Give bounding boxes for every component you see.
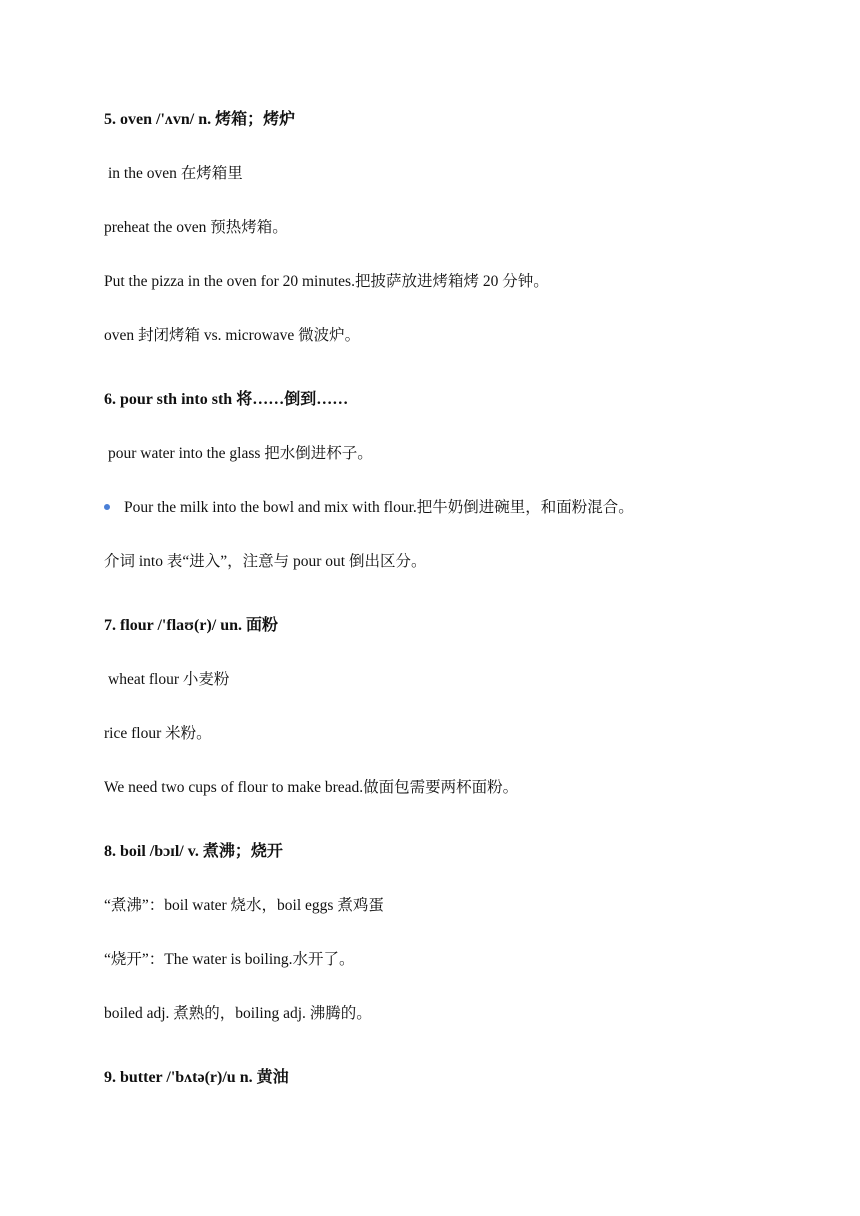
phrase-line: rice flour 米粉。 [104, 725, 212, 742]
bullet-icon [104, 504, 110, 510]
example-sentence: We need two cups of flour to make bread.做面包需要两杯面粉。 [104, 779, 519, 796]
phrase-line: “煮沸”：boil water 烧水，boil eggs 煮鸡蛋 [104, 897, 384, 914]
example-sentence: Pour the milk into the bowl and mix with flour.把牛奶倒进碗里，和面粉混合。 [124, 499, 634, 516]
bullet-list-item [104, 498, 634, 518]
example-sentence: “烧开”：The water is boiling.水开了。 [104, 951, 355, 968]
note-line: oven 封闭烤箱 vs. microwave 微波炉。 [104, 327, 361, 344]
note-line: 介词 into 表“进入”，注意与 pour out 倒出区分。 [104, 553, 427, 570]
section-heading-boil: 8. boil /bɔɪl/ v. 煮沸；烧开 [104, 843, 283, 860]
phrase-line: wheat flour 小麦粉 [108, 671, 230, 688]
section-heading-butter: 9. butter /'bʌtə(r)/u n. 黄油 [104, 1069, 289, 1086]
section-heading-pour: 6. pour sth into sth 将……倒到…… [104, 391, 349, 408]
phrase-line: preheat the oven 预热烤箱。 [104, 219, 288, 236]
section-heading-oven: 5. oven /'ʌvn/ n. 烤箱；烤炉 [104, 111, 296, 128]
section-heading-flour: 7. flour /'flaʊ(r)/ un. 面粉 [104, 617, 279, 634]
example-sentence: Put the pizza in the oven for 20 minutes.把披萨放进烤箱烤 20 分钟。 [104, 273, 549, 290]
phrase-line: pour water into the glass 把水倒进杯子。 [108, 445, 373, 462]
note-line: boiled adj. 煮熟的，boiling adj. 沸腾的。 [104, 1005, 372, 1022]
phrase-line: in the oven 在烤箱里 [108, 165, 243, 182]
